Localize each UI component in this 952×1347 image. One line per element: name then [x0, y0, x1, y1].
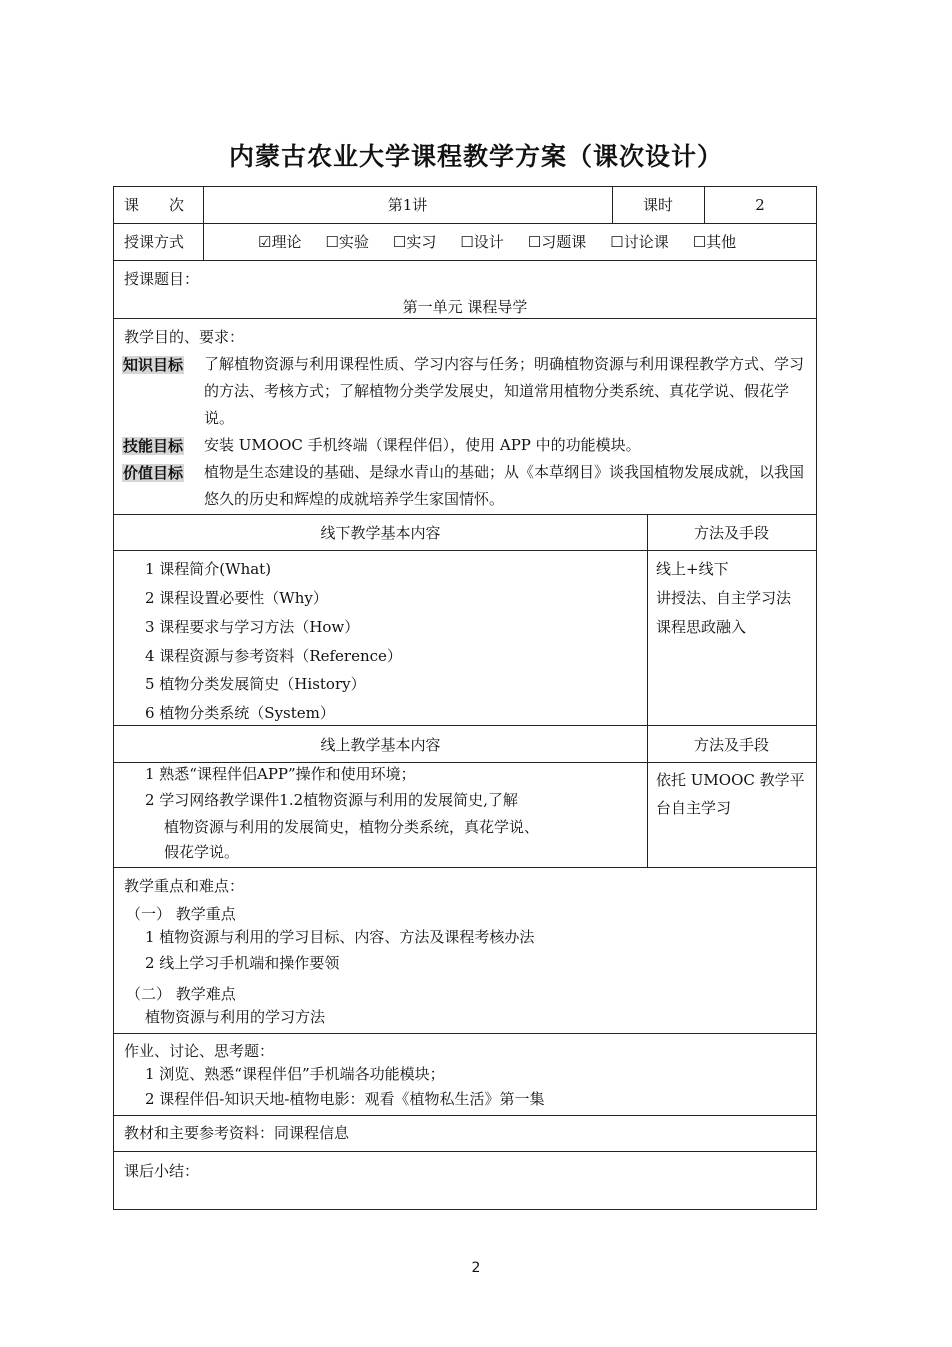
homework-item: 1 浏览、熟悉“课程伴侣”手机端各功能模块； [145, 1065, 445, 1083]
offline-item: 1 课程简介(What) [145, 560, 272, 578]
skill-goal-tag: 技能目标 [123, 437, 184, 455]
row-divider [114, 223, 816, 224]
offline-item: 3 课程要求与学习方法（How） [145, 618, 360, 636]
checkbox-theory[interactable]: ☑理论 [258, 233, 302, 251]
offline-item: 4 课程资源与参考资料（Reference） [145, 647, 402, 665]
online-item-continued: 植物资源与利用的发展简史，植物分类系统，真花学说、 [164, 818, 540, 836]
offline-header: 线下教学基本内容 [320, 524, 441, 542]
knowledge-goal-tag: 知识目标 [123, 356, 184, 374]
row-divider [114, 1151, 816, 1152]
focus-heading: （一） 教学重点 [126, 905, 236, 923]
offline-method-header: 方法及手段 [693, 524, 769, 542]
online-method: 台自主学习 [656, 799, 732, 817]
row-divider [114, 550, 816, 551]
knowledge-goal-text: 了解植物资源与利用课程性质、学习内容与任务；明确植物资源与利用课程教学方式、学习的方法、考核方式；了解植物分类学发展史，知道常用植物分类系统、真花学说、假花学说。 [204, 355, 805, 427]
lesson-number: 第1讲 [387, 196, 428, 214]
page-number: 2 [471, 1260, 481, 1276]
page-title: 内蒙古农业大学课程教学方案（课次设计） [228, 142, 723, 171]
teaching-mode-label: 授课方式 [124, 233, 185, 251]
row-divider [114, 762, 816, 763]
checkbox-other[interactable]: ☐其他 [692, 233, 737, 251]
offline-item: 6 植物分类系统（System） [145, 704, 335, 722]
row-divider [114, 514, 816, 515]
summary-label: 课后小结： [124, 1162, 200, 1180]
online-item: 2 学习网络教学课件1.2植物资源与利用的发展简史,了解 [145, 791, 518, 809]
checkbox-exercise[interactable]: ☐习题课 [527, 233, 587, 251]
topic-value: 第一单元 课程导学 [402, 298, 528, 316]
focus-item: 1 植物资源与利用的学习目标、内容、方法及课程考核办法 [145, 928, 535, 946]
keypoints-label: 教学重点和难点： [124, 877, 245, 895]
value-goal-text: 植物是生态建设的基础、是绿水青山的基础；从《本草纲目》谈我国植物发展成就，以我国悠久的历史和辉煌的成就培养学生家国情怀。 [204, 463, 805, 508]
row-divider [114, 318, 816, 319]
homework-item: 2 课程伴侣-知识天地-植物电影：观看《植物私生活》第一集 [145, 1090, 545, 1108]
goals-label: 教学目的、要求： [124, 328, 245, 346]
checkbox-internship[interactable]: ☐实习 [392, 233, 437, 251]
hours-label: 课时 [642, 196, 673, 214]
offline-method: 课程思政融入 [656, 618, 747, 636]
online-method-header: 方法及手段 [693, 736, 769, 754]
checkbox-discussion[interactable]: ☐讨论课 [610, 233, 669, 251]
row-divider [114, 725, 816, 726]
homework-label: 作业、讨论、思考题： [124, 1042, 275, 1060]
row-divider [114, 1115, 816, 1116]
skill-goal-text: 安装 UMOOC 手机终端（课程伴侣），使用 APP 中的功能模块。 [204, 436, 641, 454]
lesson-label: 课 次 [124, 196, 185, 214]
difficulty-item: 植物资源与利用的学习方法 [145, 1008, 326, 1026]
row-divider [114, 260, 816, 261]
checkbox-design[interactable]: ☐设计 [460, 233, 504, 251]
offline-item: 2 课程设置必要性（Why） [145, 589, 328, 607]
hours-value: 2 [755, 196, 765, 214]
online-header: 线上教学基本内容 [320, 736, 441, 754]
online-item: 1 熟悉“课程伴侣APP”操作和使用环境； [145, 765, 416, 783]
offline-item: 5 植物分类发展简史（History） [145, 675, 366, 693]
topic-label: 授课题目： [124, 270, 200, 288]
col-divider [647, 514, 648, 867]
lesson-plan-table [113, 186, 817, 1210]
checkbox-experiment[interactable]: ☐实验 [325, 233, 369, 251]
difficulty-heading: （二） 教学难点 [126, 985, 236, 1003]
online-method: 依托 UMOOC 教学平 [656, 771, 805, 789]
row-divider [114, 867, 816, 868]
row-divider [114, 1033, 816, 1034]
offline-method: 讲授法、自主学习法 [656, 589, 792, 607]
offline-method: 线上+线下 [656, 560, 729, 578]
focus-item: 2 线上学习手机端和操作要领 [145, 954, 340, 972]
value-goal-tag: 价值目标 [123, 464, 184, 482]
online-item-continued: 假花学说。 [164, 843, 240, 861]
teaching-mode-options [258, 232, 760, 252]
materials-text: 教材和主要参考资料：同课程信息 [124, 1124, 350, 1142]
